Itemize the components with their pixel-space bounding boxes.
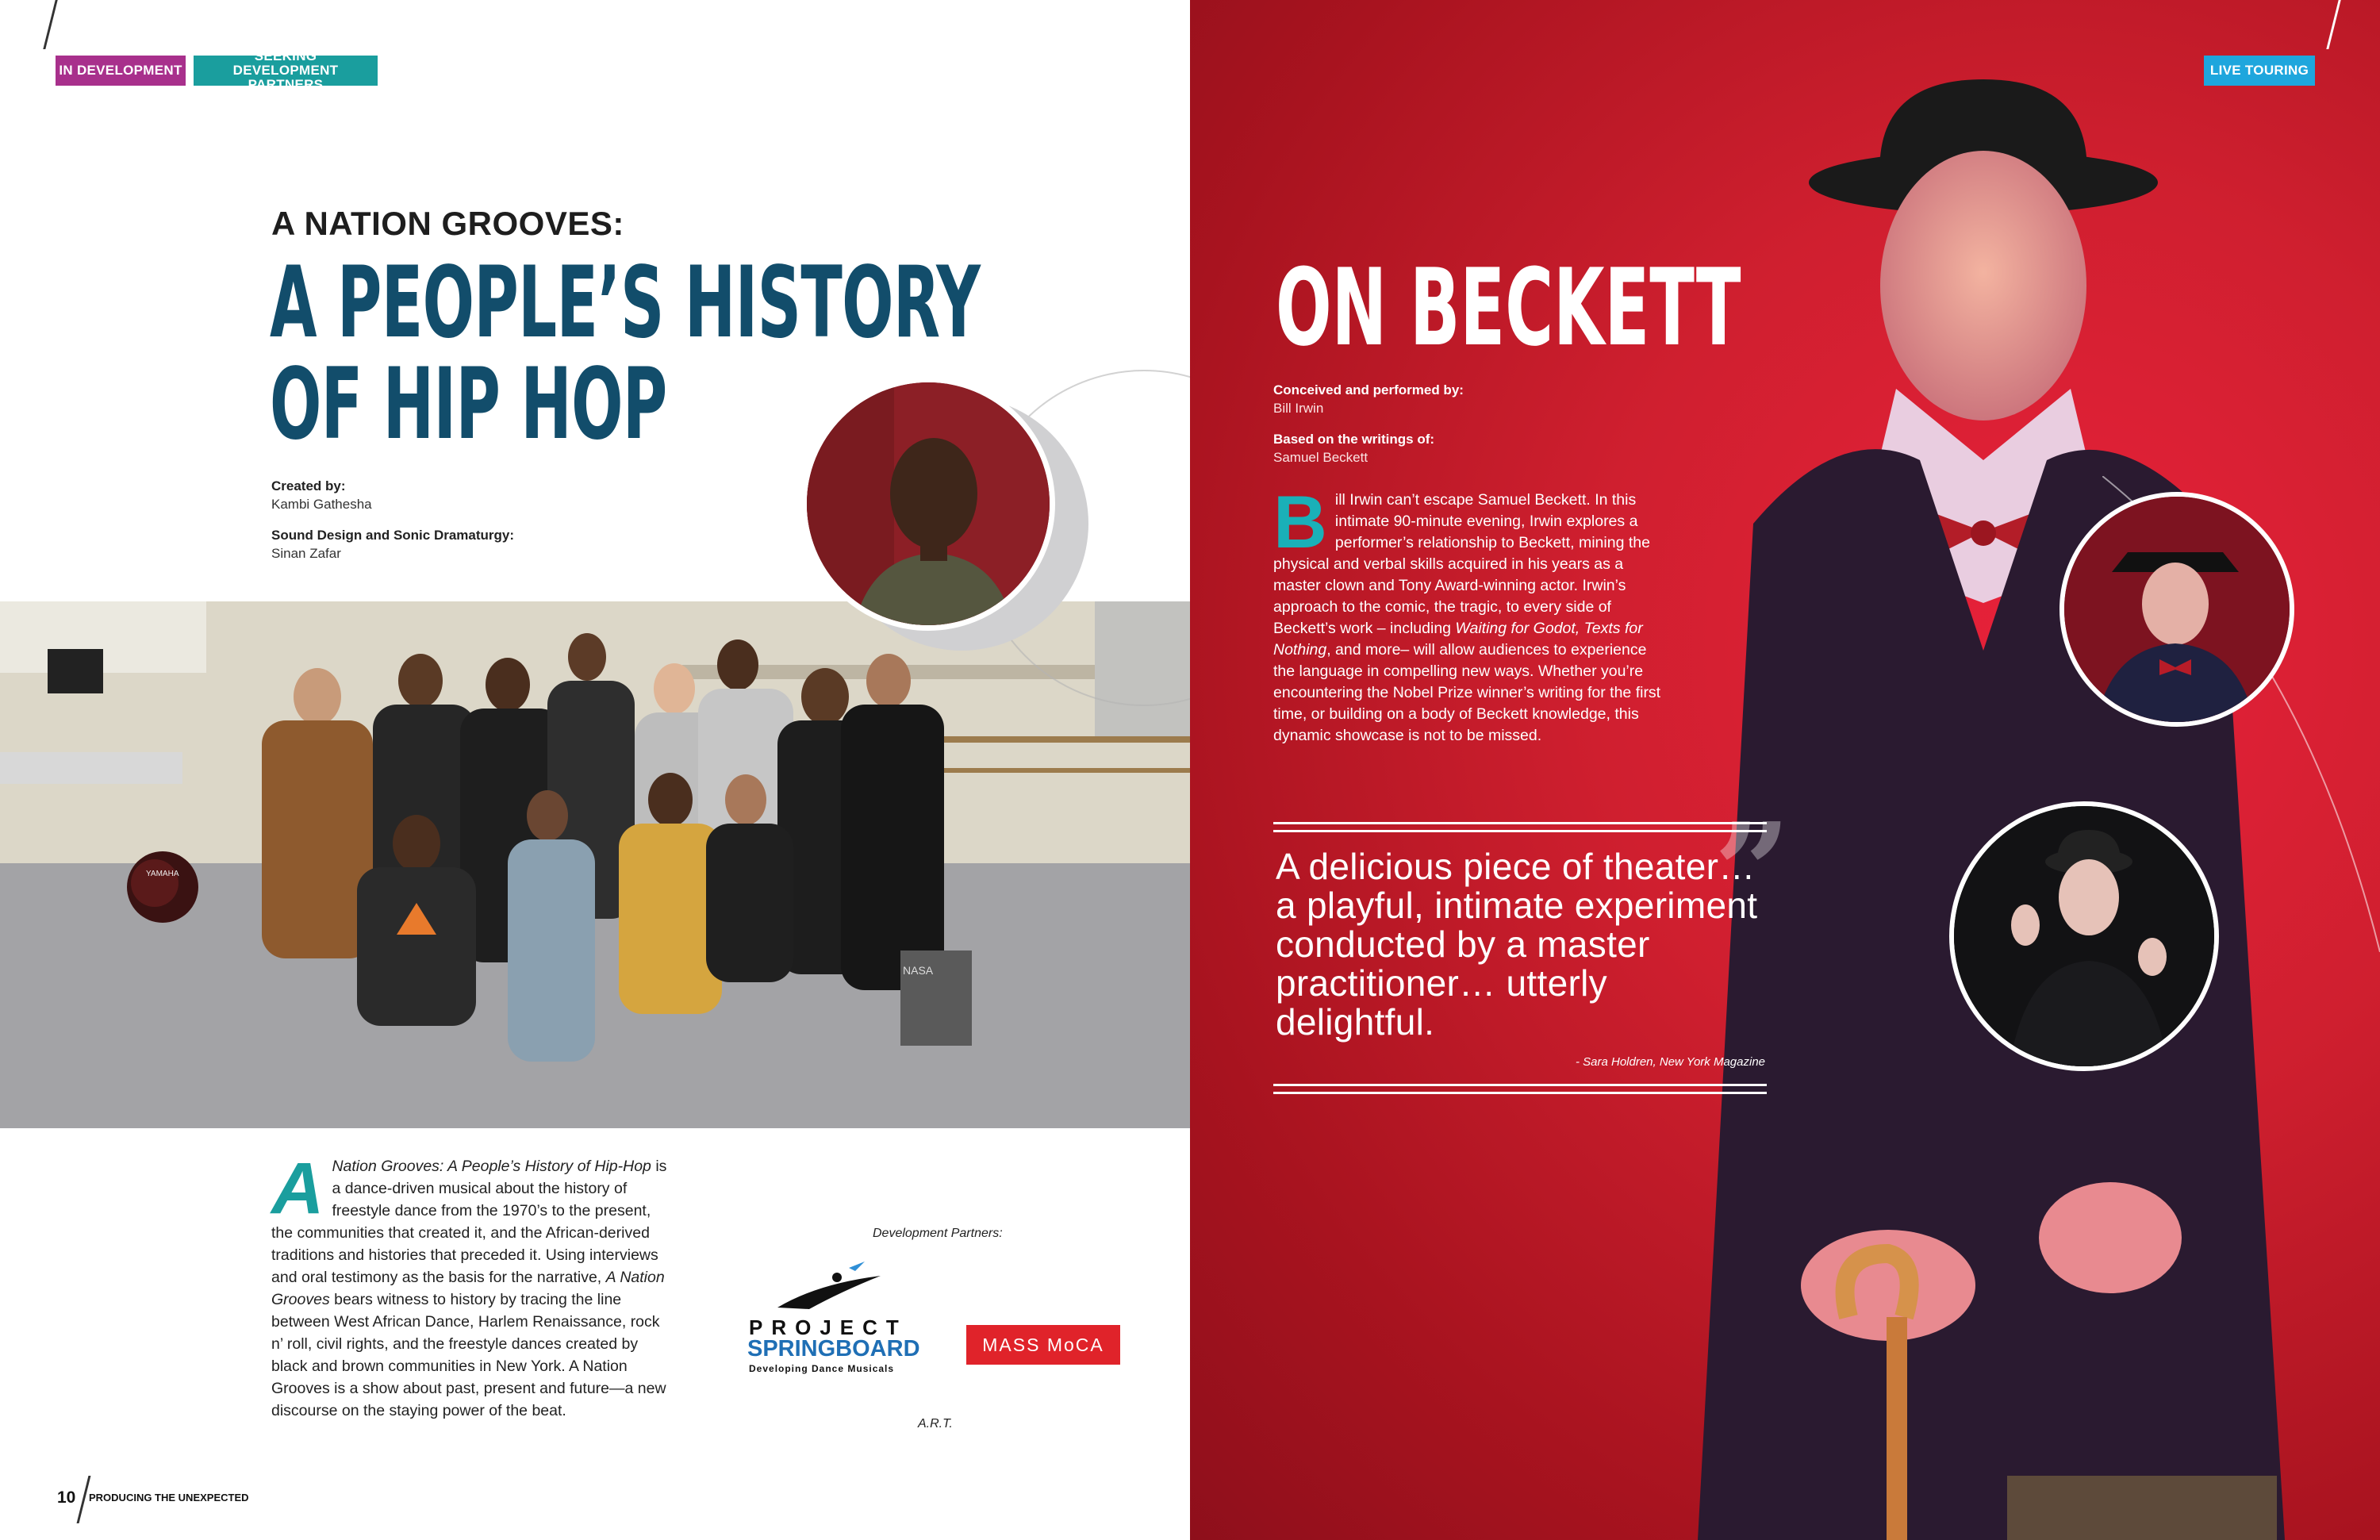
beckett-description — [1273, 480, 1670, 747]
creator-portrait — [801, 377, 1055, 631]
based-on-label: Based on the writings of: — [1273, 432, 1435, 447]
show-title-line-1: A PEOPLE’S HISTORY — [270, 246, 981, 360]
quote-attribution — [1472, 1055, 1765, 1069]
gesturing-illustration — [1954, 806, 2214, 1066]
graduation-photo — [2059, 492, 2294, 727]
beckett-dropcap: B — [1273, 480, 1327, 563]
description-text-2: bears witness to history by tracing the line between West African Dance, Harlem Renaissance, rock n’ roll, civil rights, and the freestyle dances created by black and brown communities in New York. A Nation Grooves is a show about past, present and future—a new discourse on the staying power of the beat. — [271, 1291, 666, 1419]
based-on-value: Samuel Beckett — [1273, 450, 1368, 465]
conceived-value: Bill Irwin — [1273, 401, 1324, 416]
sound-design-label: Sound Design and Sonic Dramaturgy: — [271, 528, 515, 543]
sound-design-value: Sinan Zafar — [271, 546, 341, 561]
description-dropcap: A — [271, 1148, 324, 1229]
art-partner: A.R.T. — [918, 1417, 953, 1431]
show-kicker: A NATION GROOVES: — [271, 205, 624, 242]
springboard-subtitle: Developing Dance Musicals — [749, 1363, 895, 1374]
beckett-italic-works: Waiting for Godot, Texts for Nothing — [1273, 620, 1643, 659]
shirt-print: NASA — [903, 964, 934, 977]
in-development-tag: IN DEVELOPMENT — [56, 56, 186, 86]
description-italic-title-2: A Nation Grooves — [271, 1269, 665, 1308]
show-title-line-2: OF HIP HOP — [270, 348, 667, 462]
corner-rule — [43, 0, 57, 49]
quote-rule-bottom — [1273, 1084, 1767, 1086]
show-description — [271, 1148, 672, 1422]
beckett-text-1: ill Irwin can’t escape Samuel Beckett. In this intimate 90-minute evening, Irwin explores a performer’s relationship to Beckett, mining the physical and verbal skills acquired in his years as a master clown and Tony Award-winning actor. Irwin’s approach to the comic, the tragic, to every side of Beckett’s work – including — [1273, 491, 1650, 637]
right-page — [1190, 0, 2380, 1540]
springboard-main-text: SPRINGBOARD — [747, 1336, 920, 1361]
created-by-value: Kambi Gathesha — [271, 497, 372, 512]
conceived-label: Conceived and performed by: — [1273, 382, 1464, 397]
springboard-top-text: PROJECT — [749, 1315, 908, 1339]
quote-rule-bottom-2 — [1273, 1092, 1767, 1094]
seeking-partners-tag: SEEKING DEVELOPMENT PARTNERS — [194, 56, 378, 86]
page-number: 10 — [57, 1488, 76, 1507]
description-text-1: is a dance-driven musical about the history of freestyle dance from the 1970’s to the present, the communities that created it, and the African-derived traditions and histories that preceded it. Using interviews and oral testimony as the basis for the narrative, — [271, 1158, 667, 1286]
springboard-dancer-icon — [746, 1260, 928, 1315]
footer-tagline: PRODUCING THE UNEXPECTED — [89, 1492, 249, 1504]
created-by-label: Created by: — [271, 478, 346, 493]
corner-rule-right — [2326, 0, 2340, 49]
rehearsal-scene — [0, 601, 1190, 1128]
project-springboard-logo — [746, 1260, 928, 1379]
beckett-text-2: , and more– will allow audiences to experience the language in compelling new ways. Whether you’re encountering the Nobel Prize winner’s writing for the first time, or building on a body of Beckett knowledge, this dynamic showcase is not to be missed. — [1273, 641, 1661, 744]
rehearsal-group-photo — [0, 601, 1190, 1128]
description-italic-title: Nation Grooves: A People’s History of Hip-Hop — [332, 1158, 651, 1175]
attribution-source: New York Magazine — [1659, 1055, 1765, 1069]
portrait-illustration — [807, 382, 1050, 625]
gesturing-photo — [1949, 801, 2219, 1071]
quote-rule-top-2 — [1273, 830, 1767, 832]
live-touring-tag: LIVE TOURING — [2204, 56, 2315, 86]
press-quote: A delicious piece of theater… a playful, intimate experiment conducted by a master practitioner… utterly delightful. — [1276, 846, 1758, 1043]
graduation-illustration — [2064, 497, 2290, 722]
quote-rule-top — [1273, 822, 1767, 824]
show-title-right: ON BECKETT — [1276, 246, 1741, 370]
quote-mark-icon: ” — [1714, 793, 1791, 952]
development-partners-label: Development Partners: — [873, 1227, 1003, 1240]
mass-moca-logo: MASS MoCA — [966, 1325, 1120, 1365]
drum-brand: YAMAHA — [146, 870, 179, 878]
attribution-author: - Sara Holdren, — [1575, 1055, 1660, 1069]
